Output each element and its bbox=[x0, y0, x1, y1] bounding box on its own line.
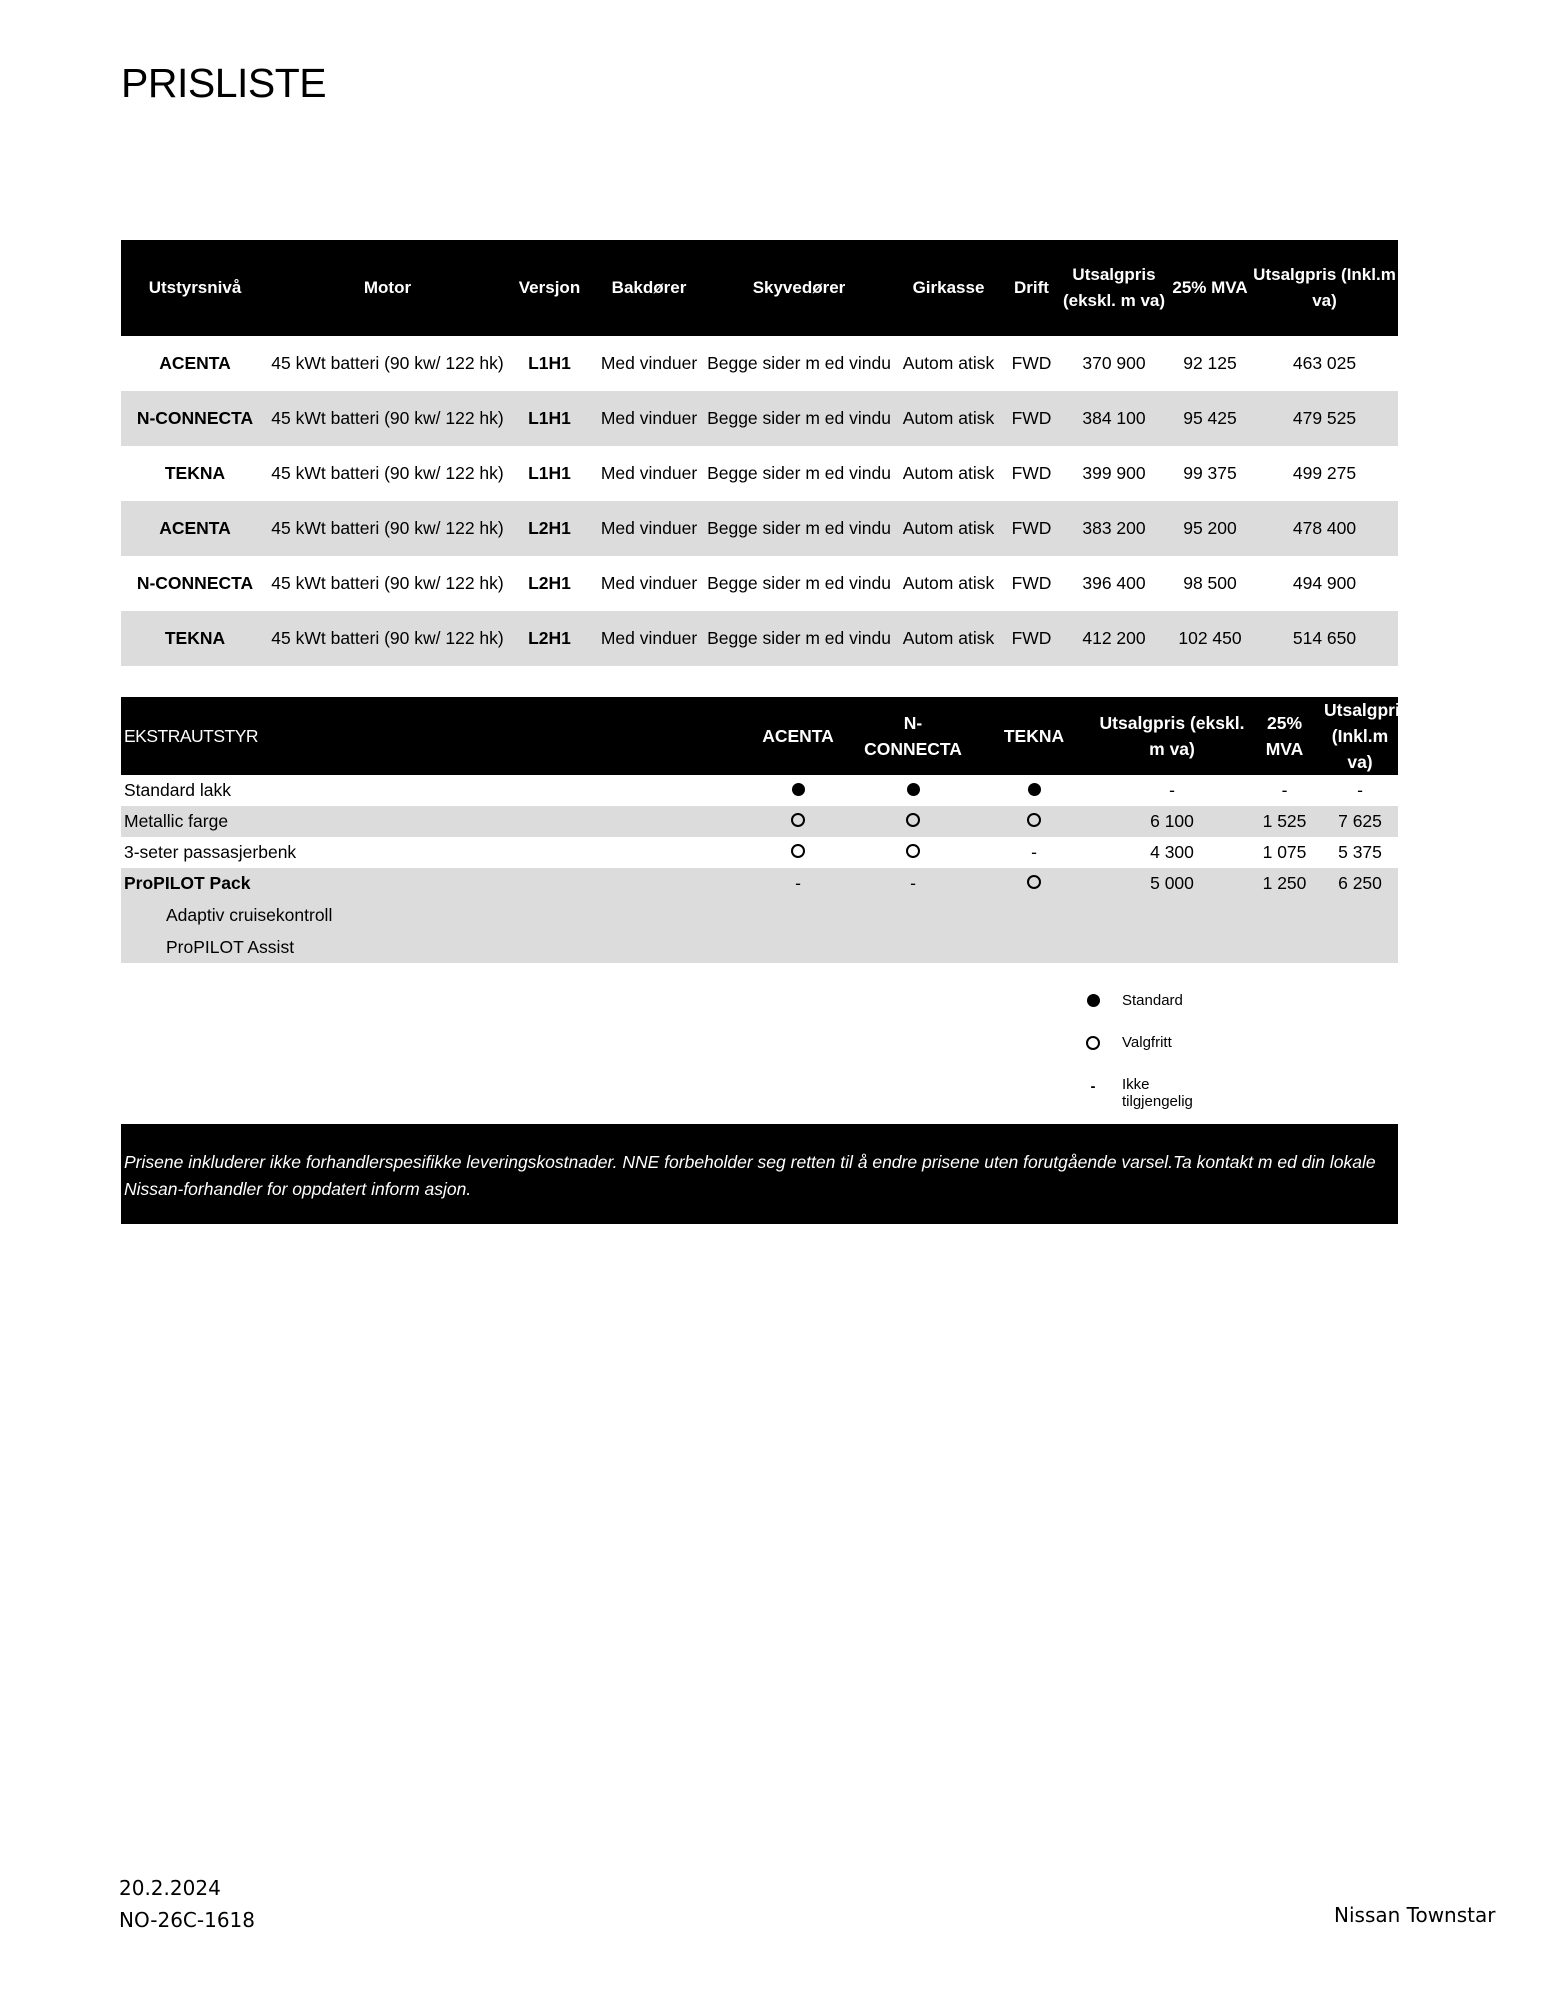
col-price-inc: Utsalgpris (Inkl.m va) bbox=[1251, 240, 1398, 336]
cell-drive: FWD bbox=[1004, 391, 1059, 446]
table-row bbox=[121, 868, 1398, 899]
cell-vat: 98 500 bbox=[1183, 573, 1237, 593]
col-girkasse: Girkasse bbox=[893, 240, 1004, 336]
cell-sliding-doors: Begge sider m ed vindu bbox=[705, 611, 893, 666]
cell-version: L1H1 bbox=[528, 463, 571, 483]
price-table bbox=[121, 240, 1398, 666]
cell-motor: 45 kWt batteri (90 kw/ 122 hk) bbox=[269, 501, 506, 556]
empty-cell bbox=[1097, 931, 1247, 963]
col-ekstrautstyr: EKSTRAUTSTYR bbox=[121, 697, 741, 775]
filled-dot-icon bbox=[971, 775, 1097, 806]
cell-drive: FWD bbox=[1011, 463, 1052, 483]
cell-price-ex: - bbox=[1169, 780, 1175, 800]
cell-price-ex: 4 300 bbox=[1150, 842, 1194, 862]
cell-version: L1H1 bbox=[528, 353, 571, 373]
col-utstyrsniva: Utstyrsnivå bbox=[121, 240, 269, 336]
cell-sliding-doors: Begge sider m ed vindu bbox=[707, 463, 891, 483]
table-row bbox=[121, 899, 1398, 931]
empty-cell bbox=[971, 931, 1097, 963]
cell-rear-doors: Med vinduer bbox=[593, 501, 705, 556]
cell-vat: 95 200 bbox=[1169, 501, 1251, 556]
page-title: PRISLISTE bbox=[121, 60, 327, 106]
cell-extra-name: Standard lakk bbox=[124, 780, 232, 800]
cell-sliding-doors: Begge sider m ed vindu bbox=[705, 501, 893, 556]
cell-vat: 92 125 bbox=[1183, 353, 1237, 373]
disclaimer-note: Prisene inkluderer ikke forhandlerspesifikke leveringskostnader. NNE forbeholder seg retten til å endre prisene uten forutgående varsel.Ta kontakt m ed din lokale Nissan-forhandler for oppdatert inform asjon. bbox=[121, 1124, 1398, 1224]
cell-price-inc: 499 275 bbox=[1292, 463, 1357, 483]
cell-price-inc: 7 625 bbox=[1322, 806, 1398, 837]
filled-dot-icon bbox=[1086, 994, 1100, 1011]
cell-extra-name: Metallic farge bbox=[121, 806, 741, 837]
cell-price-inc: - bbox=[1357, 780, 1363, 800]
cell-rear-doors: Med vinduer bbox=[600, 463, 698, 483]
cell-price-ex: 370 900 bbox=[1082, 353, 1146, 373]
footer-date: 20.2.2024 bbox=[119, 1876, 221, 1900]
ring-icon bbox=[741, 806, 855, 837]
cell-price-ex: 399 900 bbox=[1082, 463, 1146, 483]
legend-label: Ikke tilgjengelig bbox=[1122, 1076, 1193, 1110]
col-extra-vat: 25% MVA bbox=[1247, 697, 1322, 775]
cell-motor: 45 kWt batteri (90 kw/ 122 hk) bbox=[271, 463, 504, 483]
ring-icon bbox=[855, 806, 971, 837]
cell-price-ex: 384 100 bbox=[1059, 391, 1169, 446]
ring-icon bbox=[855, 837, 971, 868]
cell-vat: - bbox=[1281, 780, 1288, 800]
legend-label: Valgfritt bbox=[1122, 1034, 1172, 1051]
price-table-header bbox=[121, 240, 1398, 336]
cell-vat: 1 075 bbox=[1262, 842, 1307, 862]
table-row bbox=[121, 501, 1398, 556]
cell-vat: 1 250 bbox=[1247, 868, 1322, 899]
cell-propilot-item: Adaptiv cruisekontroll bbox=[121, 899, 741, 931]
cell-level: TEKNA bbox=[121, 611, 269, 666]
col-extra-price-ex: Utsalgpris (ekskl. m va) bbox=[1097, 697, 1247, 775]
empty-cell bbox=[855, 931, 971, 963]
cell-rear-doors: Med vinduer bbox=[593, 611, 705, 666]
filled-dot-icon bbox=[741, 775, 855, 806]
cell-price-ex: 6 100 bbox=[1097, 806, 1247, 837]
cell-vat: 95 425 bbox=[1169, 391, 1251, 446]
table-row bbox=[121, 446, 1398, 501]
cell-motor: 45 kWt batteri (90 kw/ 122 hk) bbox=[269, 391, 506, 446]
col-vat: 25% MVA bbox=[1169, 240, 1251, 336]
cell-gearbox: Autom atisk bbox=[902, 353, 995, 373]
legend-label: Standard bbox=[1122, 992, 1183, 1009]
dash-icon: - bbox=[1090, 1078, 1096, 1095]
cell-level: ACENTA bbox=[121, 501, 269, 556]
cell-price-inc: 514 650 bbox=[1251, 611, 1398, 666]
col-versjon: Versjon bbox=[506, 240, 593, 336]
cell-price-inc: 6 250 bbox=[1322, 868, 1398, 899]
cell-version: L2H1 bbox=[506, 611, 593, 666]
footer-model: Nissan Townstar bbox=[1334, 1903, 1496, 1927]
cell-level: N-CONNECTA bbox=[121, 391, 269, 446]
dash-icon: - bbox=[855, 868, 971, 899]
table-row bbox=[121, 391, 1398, 446]
table-row bbox=[121, 336, 1398, 391]
cell-vat: 99 375 bbox=[1183, 463, 1237, 483]
table-row bbox=[121, 611, 1398, 666]
cell-drive: FWD bbox=[1011, 353, 1052, 373]
table-row bbox=[121, 556, 1398, 611]
table-row bbox=[121, 806, 1398, 837]
cell-gearbox: Autom atisk bbox=[902, 463, 995, 483]
cell-gearbox: Autom atisk bbox=[893, 501, 1004, 556]
filled-dot-icon bbox=[855, 775, 971, 806]
col-price-ex: Utsalgpris (ekskl. m va) bbox=[1059, 240, 1169, 336]
empty-cell bbox=[855, 899, 971, 931]
cell-price-ex: 412 200 bbox=[1059, 611, 1169, 666]
table-row bbox=[121, 775, 1398, 806]
cell-extra-name: 3-seter passasjerbenk bbox=[124, 842, 297, 862]
cell-drive: FWD bbox=[1004, 501, 1059, 556]
empty-cell bbox=[1322, 899, 1398, 931]
cell-sliding-doors: Begge sider m ed vindu bbox=[705, 391, 893, 446]
cell-version: L2H1 bbox=[506, 501, 593, 556]
cell-price-inc: 478 400 bbox=[1251, 501, 1398, 556]
table-row bbox=[121, 837, 1398, 868]
cell-price-ex: 383 200 bbox=[1059, 501, 1169, 556]
col-motor: Motor bbox=[269, 240, 506, 336]
cell-rear-doors: Med vinduer bbox=[593, 391, 705, 446]
cell-version: L2H1 bbox=[528, 573, 571, 593]
empty-cell bbox=[741, 931, 855, 963]
ring-icon bbox=[971, 868, 1097, 899]
empty-cell bbox=[1247, 931, 1322, 963]
cell-level: TEKNA bbox=[164, 463, 226, 483]
ring-icon bbox=[1086, 1036, 1100, 1054]
cell-vat: 1 525 bbox=[1247, 806, 1322, 837]
cell-price-inc: 479 525 bbox=[1251, 391, 1398, 446]
empty-cell bbox=[741, 899, 855, 931]
empty-cell bbox=[1247, 899, 1322, 931]
cell-drive: FWD bbox=[1011, 573, 1052, 593]
dash-icon: - bbox=[741, 868, 855, 899]
cell-motor: 45 kWt batteri (90 kw/ 122 hk) bbox=[271, 573, 504, 593]
col-bakdorer: Bakdører bbox=[593, 240, 705, 336]
cell-motor: 45 kWt batteri (90 kw/ 122 hk) bbox=[269, 611, 506, 666]
col-acenta: ACENTA bbox=[741, 697, 855, 775]
empty-cell bbox=[971, 899, 1097, 931]
cell-gearbox: Autom atisk bbox=[902, 573, 995, 593]
cell-extra-name: ProPILOT Pack bbox=[121, 868, 741, 899]
cell-vat: 102 450 bbox=[1169, 611, 1251, 666]
cell-price-inc: 463 025 bbox=[1292, 353, 1357, 373]
cell-gearbox: Autom atisk bbox=[893, 391, 1004, 446]
ring-icon bbox=[741, 837, 855, 868]
extras-table-header bbox=[121, 697, 1398, 775]
cell-version: L1H1 bbox=[506, 391, 593, 446]
cell-gearbox: Autom atisk bbox=[893, 611, 1004, 666]
empty-cell bbox=[1097, 899, 1247, 931]
cell-rear-doors: Med vinduer bbox=[600, 573, 698, 593]
cell-propilot-item: ProPILOT Assist bbox=[121, 931, 741, 963]
table-row bbox=[121, 931, 1398, 963]
cell-sliding-doors: Begge sider m ed vindu bbox=[707, 573, 891, 593]
cell-level: N-CONNECTA bbox=[136, 573, 254, 593]
extras-table bbox=[121, 697, 1410, 963]
cell-sliding-doors: Begge sider m ed vindu bbox=[707, 353, 891, 373]
footer-code: NO-26C-1618 bbox=[119, 1908, 256, 1932]
col-extra-price-inc: Utsalgpris (Inkl.m va) bbox=[1322, 697, 1398, 775]
col-tekna: TEKNA bbox=[971, 697, 1097, 775]
empty-cell bbox=[1322, 931, 1398, 963]
cell-rear-doors: Med vinduer bbox=[600, 353, 698, 373]
cell-motor: 45 kWt batteri (90 kw/ 122 hk) bbox=[271, 353, 504, 373]
cell-price-ex: 5 000 bbox=[1097, 868, 1247, 899]
cell-price-inc: 5 375 bbox=[1338, 842, 1382, 862]
col-skyvedorer: Skyvedører bbox=[705, 240, 893, 336]
dash-icon: - bbox=[1031, 842, 1037, 862]
ring-icon bbox=[971, 806, 1097, 837]
cell-level: ACENTA bbox=[159, 353, 231, 373]
cell-price-ex: 396 400 bbox=[1082, 573, 1146, 593]
col-n-connecta: N-CONNECTA bbox=[855, 697, 971, 775]
cell-price-inc: 494 900 bbox=[1292, 573, 1357, 593]
cell-drive: FWD bbox=[1004, 611, 1059, 666]
col-drift: Drift bbox=[1004, 240, 1059, 336]
